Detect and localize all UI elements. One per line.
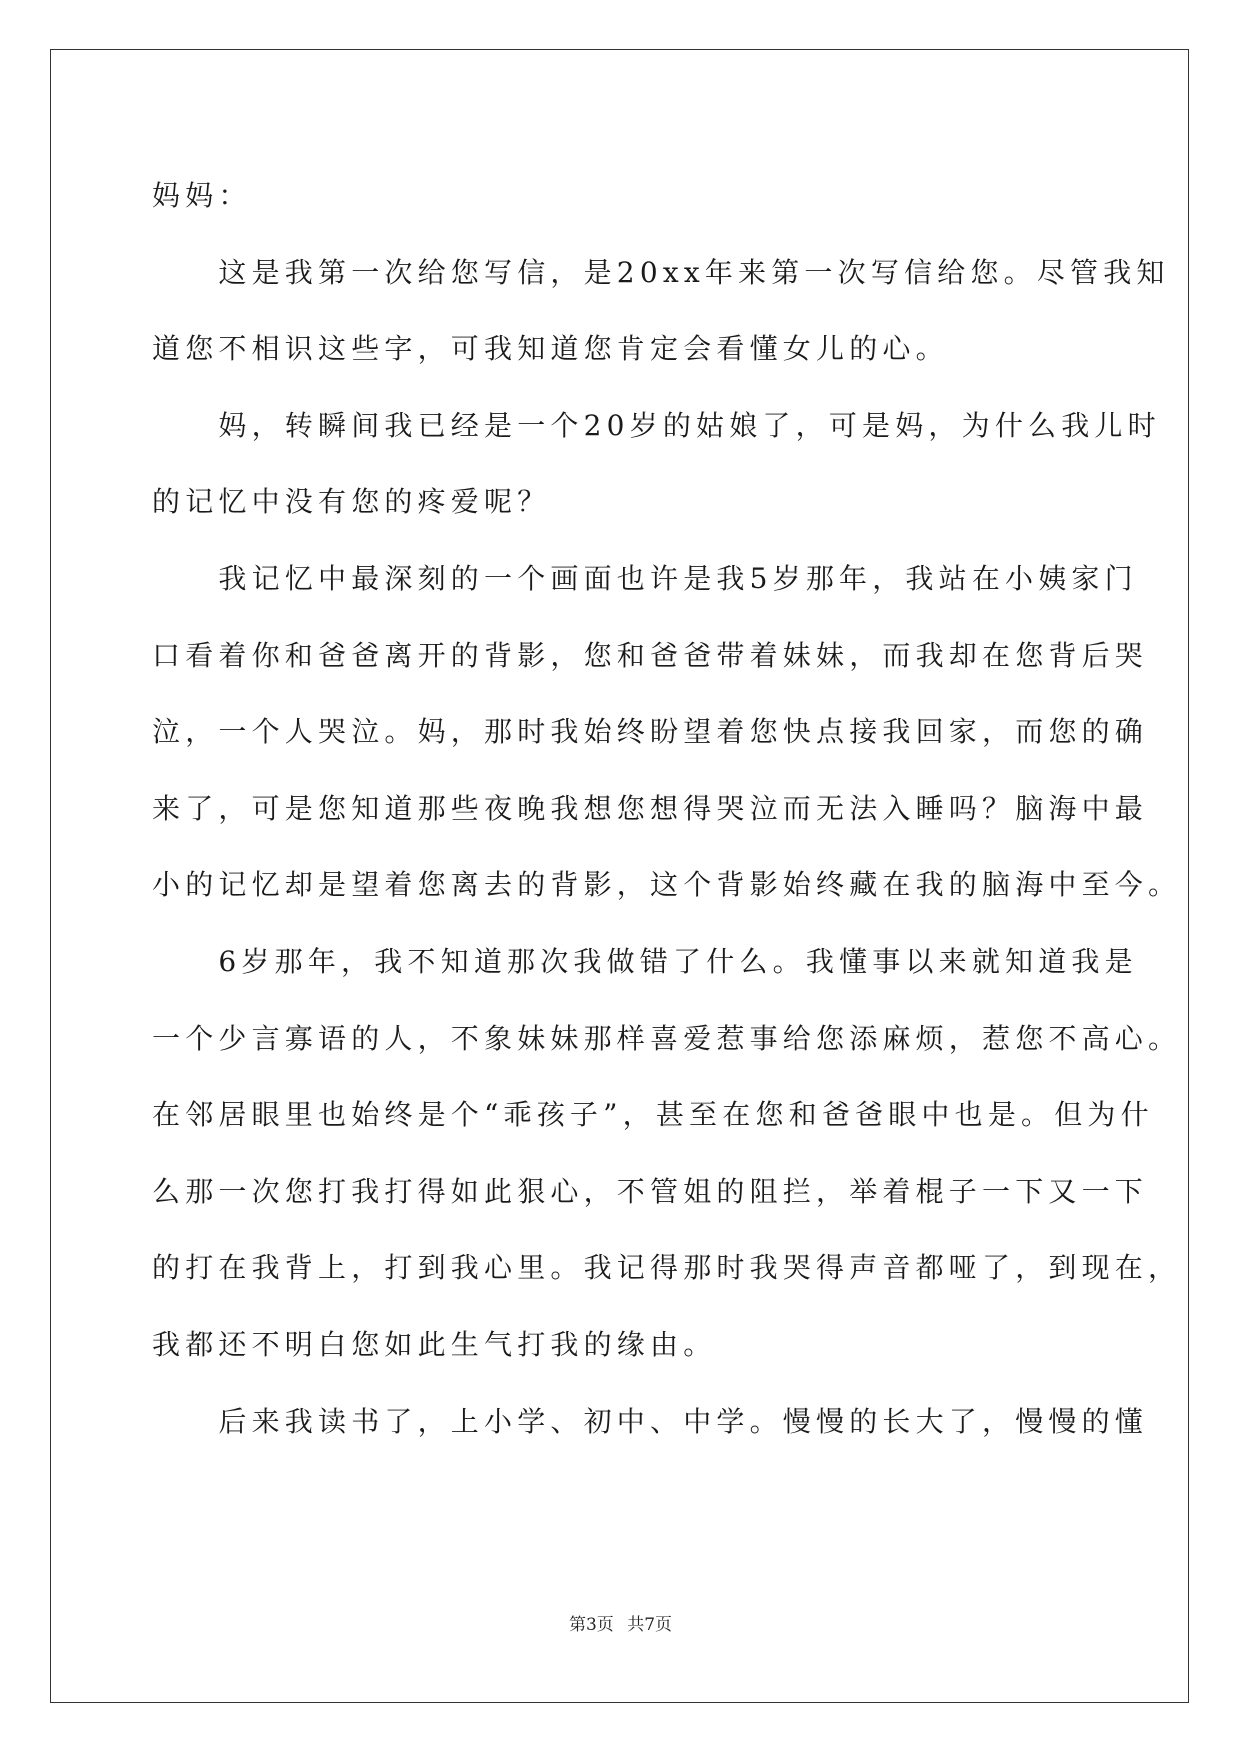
text-line: 泣，一个人哭泣。妈，那时我始终盼望着您快点接我回家，而您的确 <box>152 715 1149 749</box>
text-line: 小的记忆却是望着您离去的背影，这个背影始终藏在我的脑海中至今。 <box>152 868 1182 902</box>
text-line: 这是我第一次给您写信，是20xx年来第一次写信给您。尽管我知 <box>152 255 1170 289</box>
text-line: 道您不相识这些字，可我知道您肯定会看懂女儿的心。 <box>152 332 949 366</box>
text-line: 6岁那年，我不知道那次我做错了什么。我懂事以来就知道我是 <box>152 944 1138 978</box>
text-line: 我都还不明白您如此生气打我的缘由。 <box>152 1327 717 1361</box>
text-line: 后来我读书了，上小学、初中、中学。慢慢的长大了，慢慢的懂 <box>152 1404 1149 1438</box>
text-line: 来了，可是您知道那些夜晚我想您想得哭泣而无法入睡吗？脑海中最 <box>152 791 1149 825</box>
text-line: 的记忆中没有您的疼爱呢？ <box>152 485 551 519</box>
salutation: 妈妈： <box>152 179 252 212</box>
page-footer <box>0 1610 1241 1635</box>
text-line: 口看着你和爸爸离开的背影，您和爸爸带着妹妹，而我却在您背后哭 <box>152 638 1149 672</box>
text-line: 的打在我背上，打到我心里。我记得那时我哭得声音都哑了，到现在， <box>152 1251 1182 1285</box>
text-line: 在邻居眼里也始终是个“乖孩子”，甚至在您和爸爸眼中也是。但为什 <box>152 1098 1154 1132</box>
text-line: 我记忆中最深刻的一个画面也许是我5岁那年，我站在小姨家门 <box>152 561 1138 595</box>
text-line: 妈，转瞬间我已经是一个20岁的姑娘了，可是妈，为什么我儿时 <box>152 408 1161 442</box>
page-number: 第3页 <box>568 1615 614 1635</box>
text-line: 么那一次您打我打得如此狠心，不管姐的阻拦，举着棍子一下又一下 <box>152 1174 1149 1208</box>
text-line: 一个少言寡语的人，不象妹妹那样喜爱惹事给您添麻烦，惹您不高心。 <box>152 1021 1182 1055</box>
page-total: 共7页 <box>627 1615 673 1635</box>
letter-body <box>152 158 1182 1460</box>
